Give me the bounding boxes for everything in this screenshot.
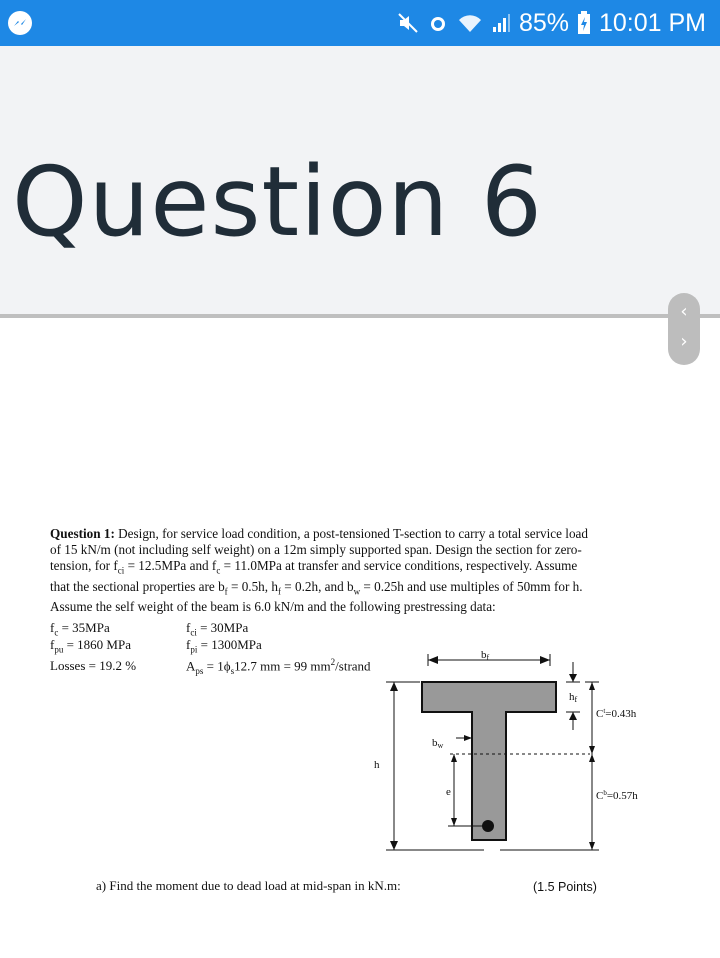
ct-label: $C^t=0.43h$ bbox=[596, 707, 637, 720]
battery-percent: 85% bbox=[518, 8, 569, 37]
aps-value: $A_{ps} = 1\phi_s12.7$ mm = 99 $mm^2$/strand bbox=[186, 657, 371, 676]
chevron-left-icon[interactable]: ‹ bbox=[680, 301, 688, 322]
hf-label: hf bbox=[569, 691, 578, 704]
signal-icon bbox=[491, 12, 511, 34]
wifi-icon bbox=[457, 12, 483, 34]
question-lead: Question 1: bbox=[50, 526, 115, 541]
page-nav-control[interactable] bbox=[668, 293, 700, 365]
messenger-icon bbox=[8, 11, 32, 35]
page-header bbox=[0, 46, 720, 314]
part-a-question: a) Find the moment due to dead load at mid-span in kN.m: bbox=[96, 878, 401, 893]
fpi-value: $f_{pi} = 1300MPa$ bbox=[186, 637, 262, 655]
cb-label: $C^b=0.57h$ bbox=[596, 789, 638, 802]
chevron-right-icon[interactable]: › bbox=[680, 331, 688, 352]
battery-charging-icon bbox=[577, 11, 591, 35]
h-label: h bbox=[374, 759, 380, 771]
t-section-diagram bbox=[374, 640, 670, 865]
status-bar bbox=[0, 0, 720, 46]
alarm-icon bbox=[427, 12, 449, 34]
points-label: (1.5 Points) bbox=[533, 880, 597, 894]
bw-label: bw bbox=[432, 737, 444, 750]
tendon-dot bbox=[482, 820, 494, 832]
fpu-value: $f_{pu} = 1860$ MPa bbox=[50, 637, 131, 655]
losses-value: Losses = 19.2 % bbox=[50, 658, 137, 673]
page-title: Question 6 bbox=[12, 146, 543, 258]
bf-label: bf bbox=[481, 649, 490, 662]
fci-value: $f_{ci} = 30MPa$ bbox=[186, 620, 249, 638]
mute-icon bbox=[397, 12, 419, 34]
header-divider bbox=[0, 314, 720, 318]
t-section-shape bbox=[422, 682, 556, 840]
fc-value: $f_c = 35MPa$ bbox=[50, 620, 110, 638]
question-text: Question 1: Design, for service load condition, a post-tensioned T-section to carry a total service load of 15 kN/m (not including self weight) on a 12m simply supported span. Design the section for zero- tension, for $f_{ci} = 12.5MPa$ and $f_c = 11.0MPa$ at transfer and service conditions, respectively. Assume that the sectional properties are $b_f = 0.5h$, $h_f = 0.2h$, and $b_w = 0.25h$ and use multiples of 50mm for h. Assume the self weight of the beam is 6.0 kN/m and the following prestressing data: bbox=[50, 526, 588, 615]
e-label: e bbox=[446, 786, 451, 798]
status-indicators bbox=[397, 6, 706, 40]
clock: 10:01 PM bbox=[598, 8, 706, 37]
